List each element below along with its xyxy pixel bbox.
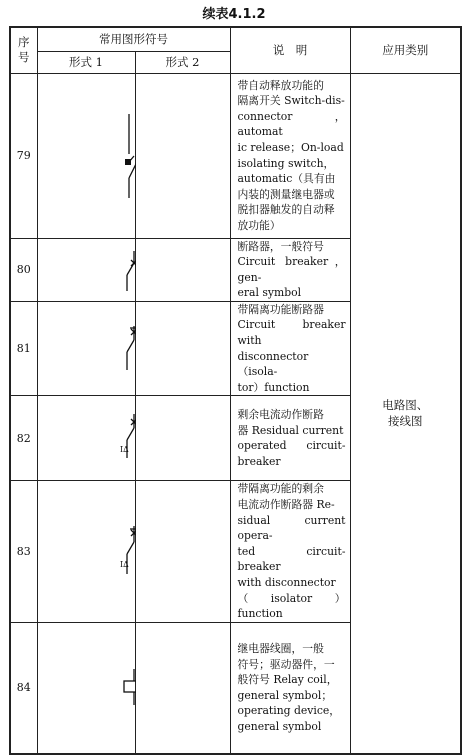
symbol-cell-form2 <box>135 301 230 396</box>
description-cell: 继电器线圈，一般 符号；驱动器件，一 般符号 Relay coil， general symbol； operating device， general symbol <box>230 622 350 754</box>
residual-current-breaker-with-disconnector-symbol <box>38 498 136 606</box>
relay-coil-symbol <box>38 623 136 753</box>
description-cell: 带隔离功能断路器 Circuit breaker with disconnector（isola- tor）function <box>230 301 350 396</box>
header-seq: 序 号 <box>10 27 37 73</box>
category-cell: 电路图、 接线图 <box>350 73 461 754</box>
symbol-cell-form2 <box>135 481 230 622</box>
symbol-cell-form2 <box>135 238 230 301</box>
header-form2: 形式 2 <box>135 51 230 73</box>
header-category: 应用类别 <box>350 27 461 73</box>
description-cell: 带隔离功能的剩余 电流动作断路器 Re- sidual current opera- ted circuit-breaker with disconnector （isolator）function <box>230 481 350 622</box>
residual-current-label: I∆ <box>119 445 129 455</box>
table-title: 续表4.1.2 <box>202 7 266 22</box>
table-row <box>10 73 461 238</box>
symbol-cell <box>37 301 135 396</box>
row-number: 79 <box>10 73 37 238</box>
circuit-breaker-symbol <box>38 239 136 301</box>
row-number: 83 <box>10 481 37 622</box>
symbol-cell-form2 <box>135 396 230 481</box>
row-number: 82 <box>10 396 37 481</box>
header-description: 说 明 <box>230 27 350 73</box>
symbol-cell-form2 <box>135 622 230 754</box>
row-number: 84 <box>10 622 37 754</box>
symbol-cell <box>37 73 135 238</box>
symbol-cell-form2 <box>135 73 230 238</box>
row-number: 80 <box>10 238 37 301</box>
auto-release-isolating-switch-symbol <box>38 74 136 238</box>
symbol-cell <box>37 238 135 301</box>
header-form1: 形式 1 <box>37 51 135 73</box>
symbol-table <box>9 26 462 755</box>
circuit-breaker-with-disconnector-symbol <box>38 306 136 392</box>
row-number: 81 <box>10 301 37 396</box>
description-cell: 剩余电流动作断路 器 Residual current operated circuit-breaker <box>230 396 350 481</box>
symbol-cell <box>37 396 135 481</box>
description-cell: 带自动释放功能的 隔离开关 Switch-dis- connector， automat ic release；On-load isolating switch， automatic（具有由 内装的测量继电器或 脱扣器触发的自动释 放功能） <box>230 73 350 238</box>
residual-current-label: I∆ <box>119 559 129 569</box>
residual-current-breaker-symbol <box>38 396 136 480</box>
symbol-cell <box>37 481 135 622</box>
header-symbol-group: 常用图形符号 <box>37 27 230 51</box>
description-cell: 断路器，一般符号 Circuit breaker，gen- eral symbol <box>230 238 350 301</box>
symbol-cell <box>37 622 135 754</box>
